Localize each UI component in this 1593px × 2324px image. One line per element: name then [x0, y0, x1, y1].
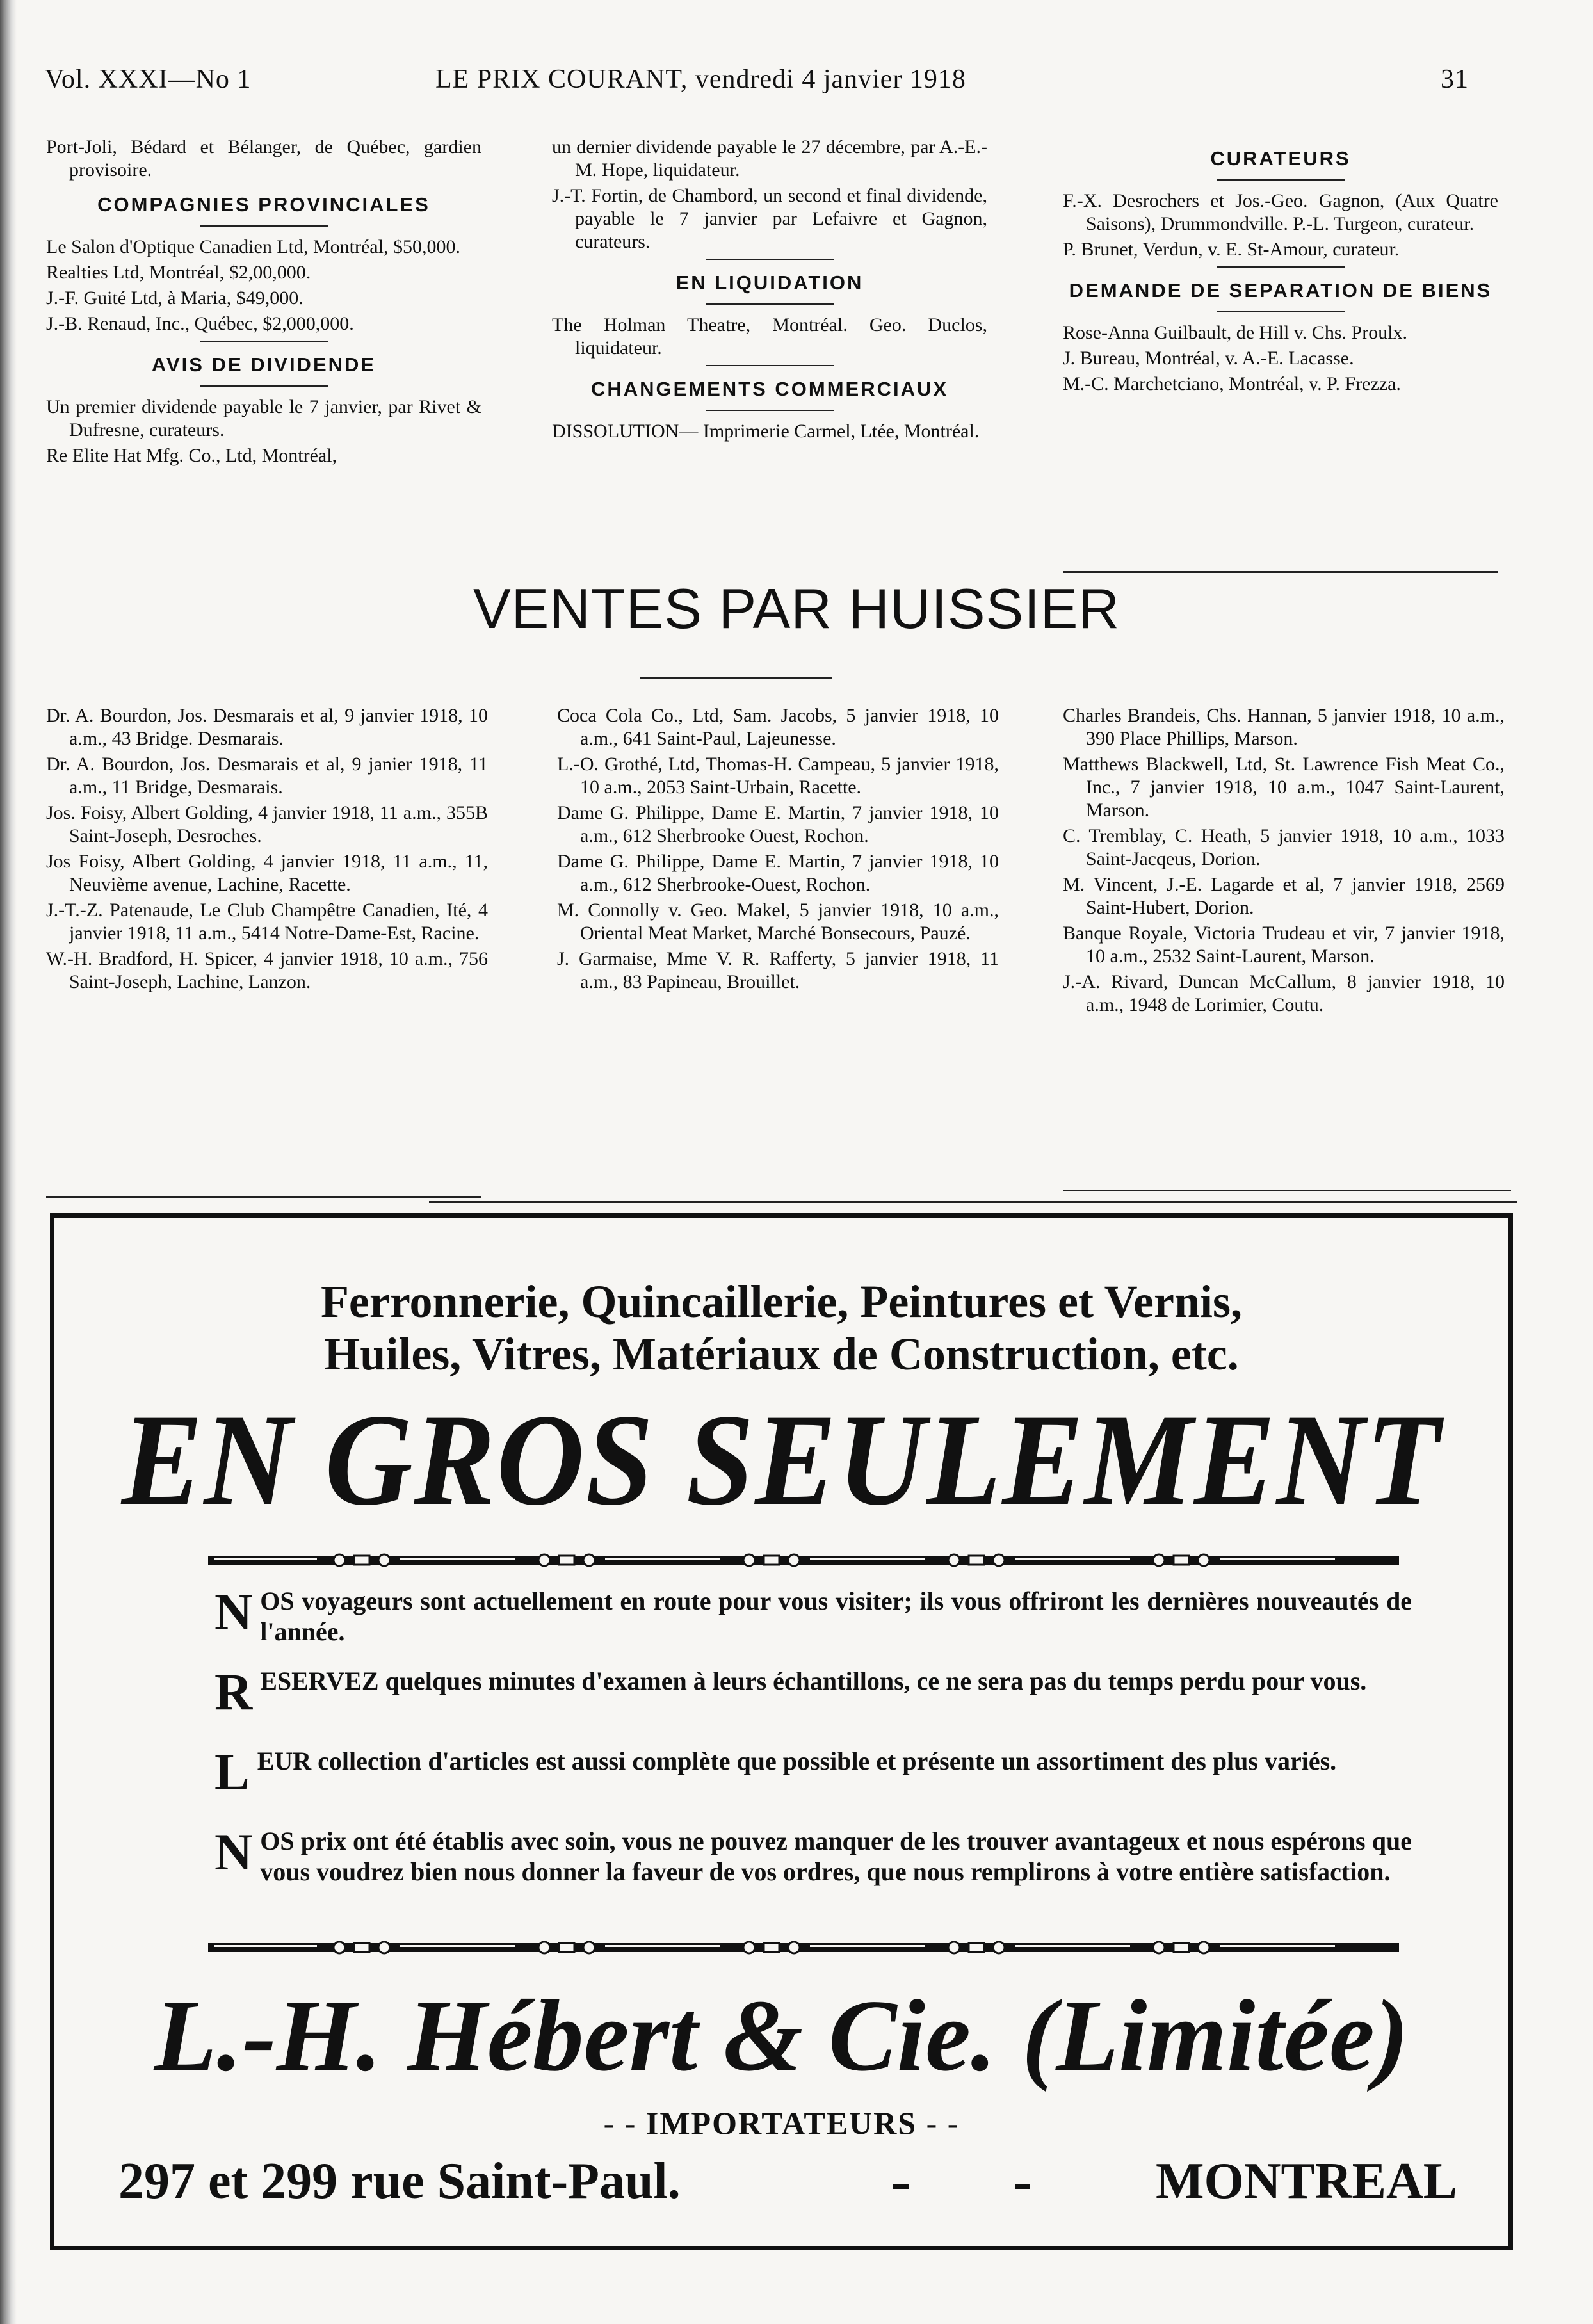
divider: [706, 365, 834, 366]
ad-slogan: EN GROS SEULEMENT: [121, 1387, 1442, 1533]
separator-dash: [1015, 2184, 1030, 2189]
title-divider: [640, 677, 832, 679]
section-title: COMPAGNIES PROVINCIALES: [97, 193, 430, 216]
list-item: J.-B. Renaud, Inc., Québec, $2,000,000.: [46, 313, 354, 334]
separator-dash: [893, 2184, 909, 2189]
ventes-column-1: [46, 704, 488, 996]
list-item: J.-F. Guité Ltd, à Maria, $49,000.: [46, 287, 303, 309]
list-item: DISSOLUTION— Imprimerie Carmel, Ltée, Montréal.: [552, 421, 980, 442]
drop-cap: N: [214, 1583, 253, 1641]
list-item: Dame G. Philippe, Dame E. Martin, 7 janvier 1918, 10 a.m., 612 Sherbrooke Ouest, Rochon.: [557, 802, 999, 846]
ad-paragraph-1: NOS voyageurs sont actuellement en route pour vous visiter; ils vous offriront les dernières nouveautés de l'année.: [214, 1583, 1412, 1646]
list-item: J. Garmaise, Mme V. R. Rafferty, 5 janvier 1918, 11 a.m., 83 Papineau, Brouillet.: [557, 948, 999, 992]
divider: [706, 303, 834, 305]
list-item: Realties Ltd, Montréal, $2,00,000.: [46, 262, 311, 283]
list-item: M.-C. Marchetciano, Montréal, v. P. Frezza.: [1063, 373, 1401, 394]
list-item: Dr. A. Bourdon, Jos. Desmarais et al, 9 janvier 1918, 10 a.m., 43 Bridge. Desmarais.: [46, 705, 488, 749]
importateurs-label: - - IMPORTATEURS - -: [603, 2105, 960, 2141]
divider: [1217, 311, 1345, 312]
section-title: EN LIQUIDATION: [675, 271, 864, 294]
list-item: C. Tremblay, C. Heath, 5 janvier 1918, 10 a.m., 1033 Saint-Jacqeus, Dorion.: [1063, 825, 1505, 869]
ventes-column-3: [1063, 704, 1505, 1019]
hebert-advertisement: [50, 1213, 1513, 2250]
divider: [1217, 179, 1345, 181]
divider: [200, 385, 328, 387]
ad-headline-2: Huiles, Vitres, Matériaux de Construction, etc.: [324, 1328, 1239, 1380]
drop-cap: R: [214, 1663, 253, 1721]
divider: [200, 225, 328, 227]
list-item: Rose-Anna Guilbault, de Hill v. Chs. Proulx.: [1063, 322, 1408, 343]
drop-cap: L: [214, 1743, 250, 1801]
list-item: Dame G. Philippe, Dame E. Martin, 7 janvier 1918, 10 a.m., 612 Sherbrooke-Ouest, Rochon.: [557, 851, 999, 895]
ad-paragraph-2: RESERVEZ quelques minutes d'examen à leurs échantillons, ce ne sera pas du temps perdu pour vous.: [214, 1663, 1367, 1721]
ad-paragraph-4: NOS prix ont été établis avec soin, vous ne pouvez manquer de les trouver avantageux et nous espérons que vous voudrez bien nous donner la faveur de vos ordres, que nous remplirons à votre entière satisfaction.: [214, 1823, 1412, 1886]
company-city: MONTREAL: [1156, 2153, 1458, 2209]
list-item: P. Brunet, Verdun, v. E. St-Amour, curateur.: [1063, 239, 1400, 260]
list-item: Coca Cola Co., Ltd, Sam. Jacobs, 5 janvier 1918, 10 a.m., 641 Saint-Paul, Lajeunesse.: [557, 705, 999, 749]
section-divider: [1063, 1190, 1511, 1191]
company-address: 297 et 299 rue Saint-Paul.: [118, 2153, 681, 2209]
list-item: M. Connolly v. Geo. Makel, 5 janvier 1918, 10 a.m., Oriental Meat Market, Marché Bonsecours, Pauzé.: [557, 900, 999, 944]
drop-cap: N: [214, 1823, 253, 1881]
list-item: Jos. Foisy, Albert Golding, 4 janvier 1918, 11 a.m., 355B Saint-Joseph, Desroches.: [46, 802, 488, 846]
ad-paragraph-3: LEUR collection d'articles est aussi complète que possible et présente un assortiment des plus variés.: [214, 1743, 1337, 1801]
page-number: 31: [1441, 65, 1469, 94]
top-column-2: [552, 136, 987, 446]
list-item: W.-H. Bradford, H. Spicer, 4 janvier 1918, 10 a.m., 756 Saint-Joseph, Lachine, Lanzon.: [46, 948, 488, 992]
ad-headline-1: Ferronnerie, Quincaillerie, Peintures et Vernis,: [320, 1276, 1243, 1327]
section-divider: [1063, 571, 1498, 573]
ventes-title: VENTES PAR HUISSIER: [473, 577, 1120, 640]
section-divider: [429, 1201, 1517, 1203]
divider: [1217, 266, 1345, 268]
list-item: F.-X. Desrochers et Jos.-Geo. Gagnon, (Aux Quatre Saisons), Drummondville. P.-L. Turgeon, curateur.: [1063, 190, 1498, 234]
section-title: CHANGEMENTS COMMERCIAUX: [590, 378, 949, 400]
publication-title: LE PRIX COURANT, vendredi 4 janvier 1918: [435, 65, 966, 94]
list-item: J.-A. Rivard, Duncan McCallum, 8 janvier 1918, 10 a.m., 1948 de Lorimier, Coutu.: [1063, 971, 1505, 1015]
divider: [706, 410, 834, 411]
section-title: AVIS DE DIVIDENDE: [151, 353, 376, 376]
divider: [706, 259, 834, 260]
list-item: Dr. A. Bourdon, Jos. Desmarais et al, 9 janier 1918, 11 a.m., 11 Bridge, Desmarais.: [46, 754, 488, 798]
list-item: Re Elite Hat Mfg. Co., Ltd, Montréal,: [46, 445, 337, 466]
divider: [200, 341, 328, 342]
list-item: Jos Foisy, Albert Golding, 4 janvier 1918, 11 a.m., 11, Neuvième avenue, Lachine, Racette.: [46, 851, 488, 895]
list-item: Un premier dividende payable le 7 janvier, par Rivet & Dufresne, curateurs.: [46, 396, 481, 440]
list-item: L.-O. Grothé, Ltd, Thomas-H. Campeau, 5 janvier 1918, 10 a.m., 2053 Saint-Urbain, Racette.: [557, 754, 999, 798]
list-item: Charles Brandeis, Chs. Hannan, 5 janvier 1918, 10 a.m., 390 Place Phillips, Marson.: [1063, 705, 1505, 749]
volume-number: Vol. XXXI—No 1: [45, 65, 252, 94]
list-item: The Holman Theatre, Montréal. Geo. Duclos, liquidateur.: [552, 314, 987, 359]
list-item: Port-Joli, Bédard et Bélanger, de Québec, gardien provisoire.: [46, 136, 481, 181]
ornament-rule-top: [208, 1551, 1399, 1570]
section-title: CURATEURS: [1210, 147, 1351, 170]
ventes-column-2: [557, 704, 999, 996]
top-column-3: [1063, 136, 1498, 398]
section-divider: [46, 1196, 481, 1198]
list-item: J. Bureau, Montréal, v. A.-E. Lacasse.: [1063, 348, 1354, 369]
list-item: M. Vincent, J.-E. Lagarde et al, 7 janvier 1918, 2569 Saint-Hubert, Dorion.: [1063, 874, 1505, 918]
list-item: J.-T. Fortin, de Chambord, un second et final dividende, payable le 7 janvier par Lefaivre et Gagnon, curateurs.: [552, 185, 987, 252]
top-column-1: [46, 136, 481, 470]
ornament-rule-bottom: [208, 1938, 1399, 1957]
company-name: L.-H. Hébert & Cie. (Limitée): [154, 1978, 1409, 2092]
section-title: DEMANDE DE SEPARATION DE BIENS: [1069, 279, 1492, 302]
list-item: un dernier dividende payable le 27 décembre, par A.-E.-M. Hope, liquidateur.: [552, 136, 987, 181]
list-item: Matthews Blackwell, Ltd, St. Lawrence Fish Meat Co., Inc., 7 janvier 1918, 10 a.m., 1047 Saint-Laurent, Marson.: [1063, 754, 1505, 821]
list-item: Le Salon d'Optique Canadien Ltd, Montréal, $50,000.: [46, 236, 460, 257]
list-item: J.-T.-Z. Patenaude, Le Club Champêtre Canadien, Ité, 4 janvier 1918, 11 a.m., 5414 Notre-Dame-Est, Racine.: [46, 900, 488, 944]
list-item: Banque Royale, Victoria Trudeau et vir, 7 janvier 1918, 10 a.m., 2532 Saint-Laurent, Marson.: [1063, 923, 1505, 967]
page-binding-shadow: [0, 0, 17, 2324]
